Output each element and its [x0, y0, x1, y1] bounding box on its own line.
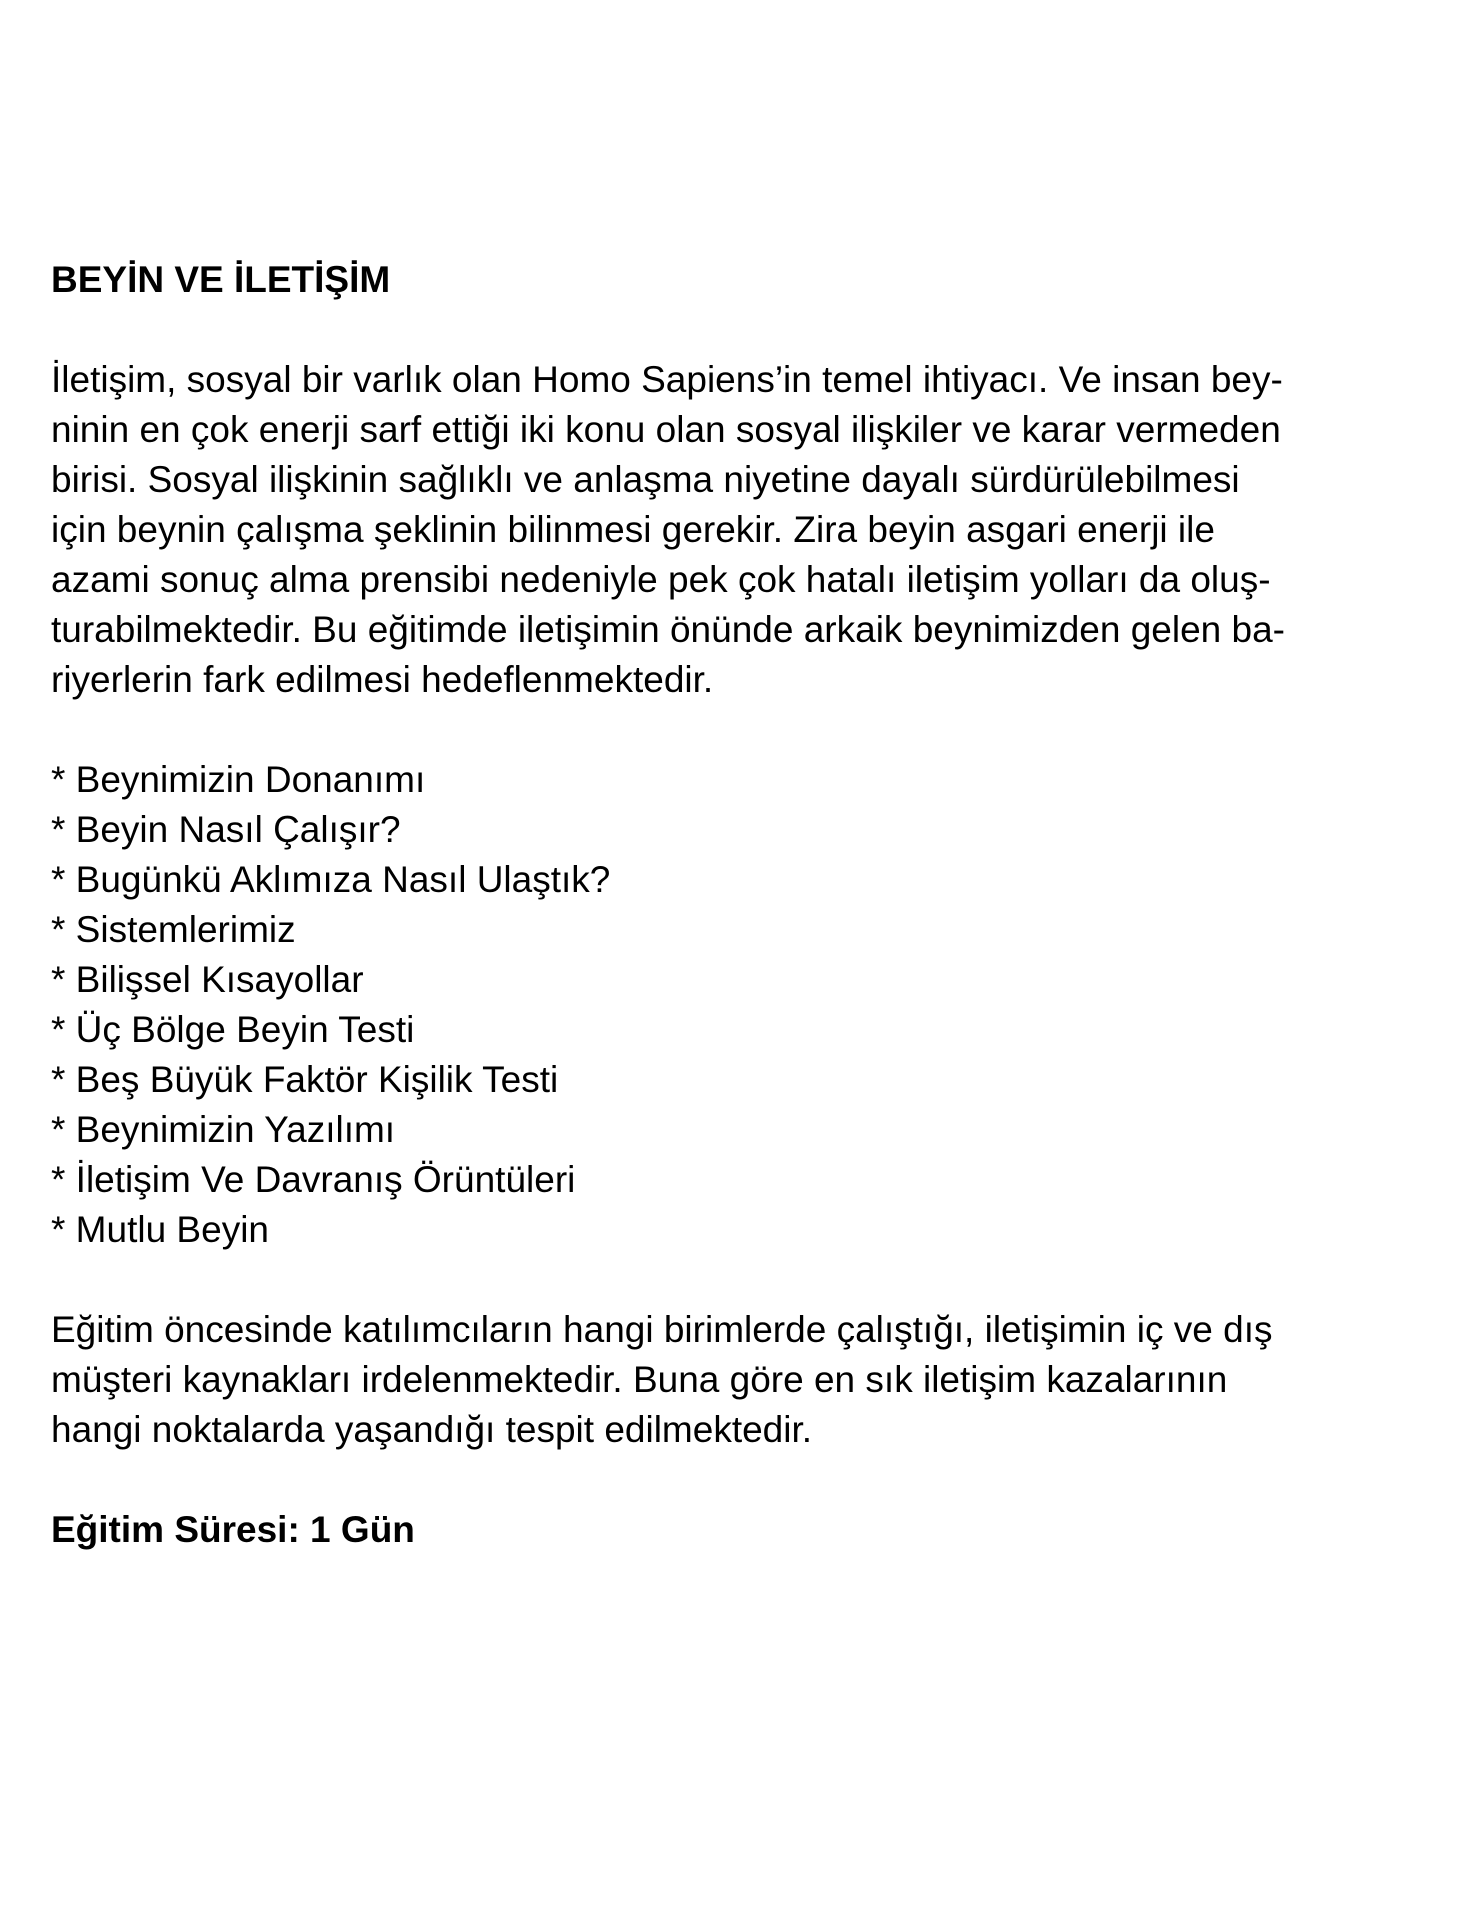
closing-paragraph	[51, 1305, 1436, 1455]
document-title: BEYİN VE İLETİŞİM	[51, 259, 391, 300]
list-item: * Sistemlerimiz	[51, 909, 296, 950]
closing-line: hangi noktalarda yaşandığı tespit edilmektedir.	[51, 1409, 813, 1450]
intro-line: turabilmektedir. Bu eğitimde iletişimin önünde arkaik beynimizden gelen ba-	[51, 609, 1285, 650]
list-item: * Bilişsel Kısayollar	[51, 959, 364, 1000]
document-page	[51, 255, 1436, 1555]
list-item: * Bugünkü Aklımıza Nasıl Ulaştık?	[51, 859, 611, 900]
closing-line: müşteri kaynakları irdelenmektedir. Buna göre en sık iletişim kazalarının	[51, 1359, 1228, 1400]
topic-list	[51, 755, 1436, 1255]
list-item: * Beynimizin Yazılımı	[51, 1109, 396, 1150]
intro-line: azami sonuç alma prensibi nedeniyle pek çok hatalı iletişim yolları da oluş-	[51, 559, 1271, 600]
list-item: * Beş Büyük Faktör Kişilik Testi	[51, 1059, 559, 1100]
list-item: * Üç Bölge Beyin Testi	[51, 1009, 415, 1050]
intro-line: ninin en çok enerji sarf ettiği iki konu olan sosyal ilişkiler ve karar vermeden	[51, 409, 1281, 450]
intro-line: riyerlerin fark edilmesi hedeflenmektedir.	[51, 659, 714, 700]
intro-line: birisi. Sosyal ilişkinin sağlıklı ve anlaşma niyetine dayalı sürdürülebilmesi	[51, 459, 1240, 500]
list-item: * Beyin Nasıl Çalışır?	[51, 809, 401, 850]
list-item: * Mutlu Beyin	[51, 1209, 269, 1250]
closing-line: Eğitim öncesinde katılımcıların hangi birimlerde çalıştığı, iletişimin iç ve dış	[51, 1309, 1273, 1350]
training-duration: Eğitim Süresi: 1 Gün	[51, 1509, 415, 1550]
intro-line: İletişim, sosyal bir varlık olan Homo Sapiens’in temel ihtiyacı. Ve insan bey-	[51, 359, 1283, 400]
list-item: * Beynimizin Donanımı	[51, 759, 426, 800]
intro-line: için beynin çalışma şeklinin bilinmesi gerekir. Zira beyin asgari enerji ile	[51, 509, 1215, 550]
intro-paragraph	[51, 355, 1436, 705]
list-item: * İletişim Ve Davranış Örüntüleri	[51, 1159, 576, 1200]
